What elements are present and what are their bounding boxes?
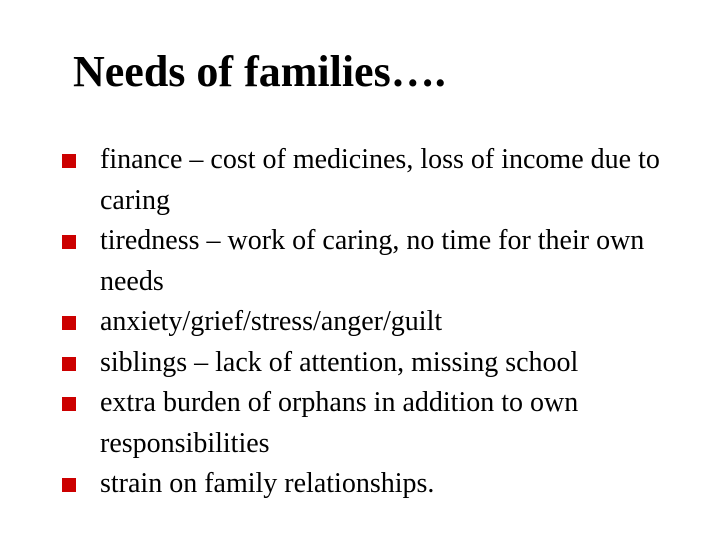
bullet-item bbox=[62, 383, 682, 464]
square-bullet-icon bbox=[62, 154, 76, 168]
bullet-text: extra burden of orphans in addition to own responsibilities bbox=[100, 387, 579, 459]
square-bullet-icon bbox=[62, 357, 76, 371]
square-bullet-icon bbox=[62, 316, 76, 330]
bullet-item bbox=[62, 343, 682, 384]
bullet-item bbox=[62, 302, 682, 343]
bullet-text: tiredness – work of caring, no time for their own needs bbox=[100, 225, 645, 297]
bullet-list bbox=[62, 140, 682, 505]
bullet-item bbox=[62, 140, 682, 221]
bullet-item bbox=[62, 221, 682, 302]
bullet-text: finance – cost of medicines, loss of income due to caring bbox=[100, 144, 660, 216]
slide-title: Needs of families…. bbox=[73, 47, 446, 96]
bullet-text: strain on family relationships. bbox=[100, 468, 435, 499]
square-bullet-icon bbox=[62, 478, 76, 492]
bullet-item bbox=[62, 464, 682, 505]
bullet-text: anxiety/grief/stress/anger/guilt bbox=[100, 306, 443, 337]
square-bullet-icon bbox=[62, 235, 76, 249]
bullet-text: siblings – lack of attention, missing school bbox=[100, 346, 579, 378]
square-bullet-icon bbox=[62, 397, 76, 411]
